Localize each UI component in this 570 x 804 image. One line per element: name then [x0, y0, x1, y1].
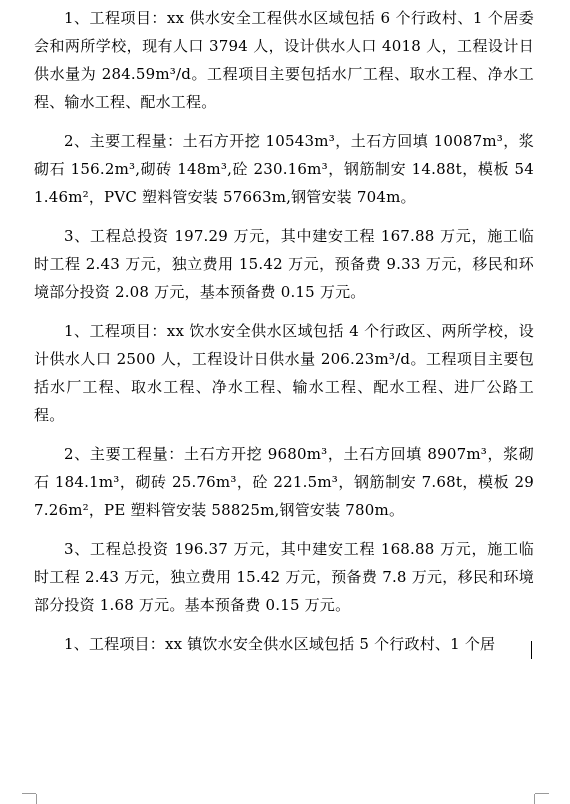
- paragraph-quantities-1: 2、主要工程量：土石方开挖 10543m³，土石方回填 10087m³，浆砌石 156.2m³,砌砖 148m³,砼 230.16m³，钢筋制安 14.88t，模板 541.46m²，PVC 塑料管安装 57663m,钢管安装 704m。: [34, 132, 534, 206]
- paragraph-project-2: 1、工程项目：xx 饮水安全供水区域包括 4 个行政区、两所学校，设计供水人口 2500 人，工程设计日供水量 206.23m³/d。工程项目主要包括水厂工程、取水工程、净水工程、输水工程、配水工程、进厂公路工程。: [34, 322, 534, 424]
- page-margin-corner-left: [22, 793, 36, 804]
- document-body[interactable]: [34, 4, 534, 668]
- paragraph-quantities-2: 2、主要工程量：土石方开挖 9680m³，土石方回填 8907m³，浆砌石 184.1m³，砌砖 25.76m³，砼 221.5m³，钢筋制安 7.68t，模板 297.26m²，PE 塑料管安装 58825m,钢管安装 780m。: [34, 445, 534, 519]
- paragraph-project-1: 1、工程项目：xx 供水安全工程供水区域包括 6 个行政村、1 个居委会和两所学校，现有人口 3794 人，设计供水人口 4018 人，工程设计日供水量为 284.59m³/d。工程项目主要包括水厂工程、取水工程、净水工程、输水工程、配水工程。: [34, 9, 534, 111]
- paragraph-investment-1: 3、工程总投资 197.29 万元，其中建安工程 167.88 万元，施工临时工程 2.43 万元，独立费用 15.42 万元，预备费 9.33 万元，移民和环境部分投资 2.08 万元，基本预备费 0.15 万元。: [34, 227, 534, 301]
- text-cursor: [531, 641, 532, 659]
- paragraph-investment-2: 3、工程总投资 196.37 万元，其中建安工程 168.88 万元，施工临时工程 2.43 万元，独立费用 15.42 万元，预备费 7.8 万元，移民和环境部分投资 1.68 万元。基本预备费 0.15 万元。: [34, 540, 534, 614]
- paragraph-project-3: 1、工程项目：xx 镇饮水安全供水区域包括 5 个行政村、1 个居: [64, 635, 496, 653]
- page-margin-corner-right: [535, 793, 549, 804]
